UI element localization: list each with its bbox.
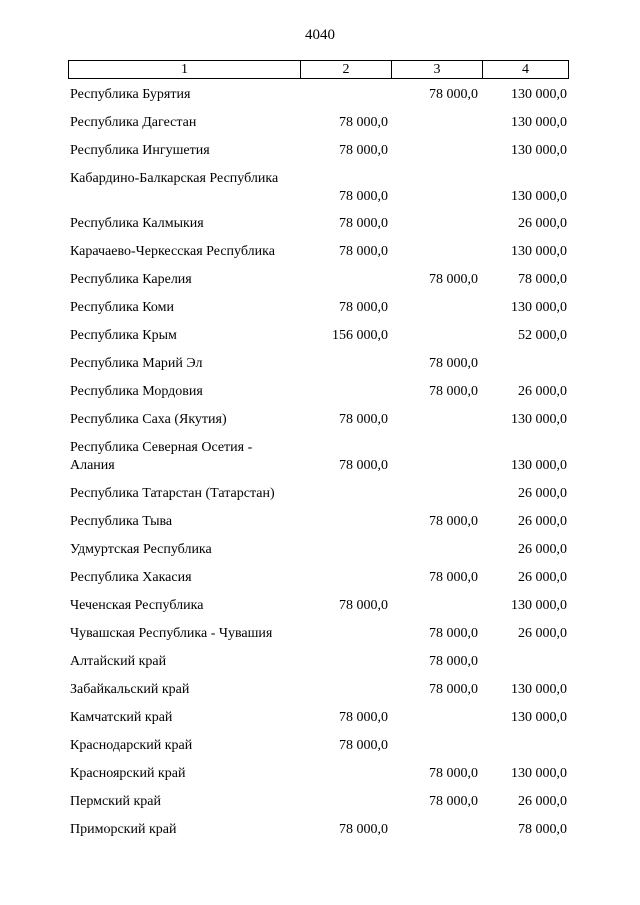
region-name: Республика Саха (Якутия) xyxy=(70,412,227,427)
region-name: Республика Крым xyxy=(70,328,177,343)
value-col-4: 130 000,0 xyxy=(511,598,567,613)
value-col-2: 78 000,0 xyxy=(339,300,388,315)
region-name: Красноярский край xyxy=(70,766,186,781)
region-name: Республика Коми xyxy=(70,300,174,315)
value-col-2: 78 000,0 xyxy=(339,598,388,613)
value-col-4: 130 000,0 xyxy=(511,766,567,781)
value-col-4: 26 000,0 xyxy=(518,486,567,501)
region-name: Пермский край xyxy=(70,794,161,809)
value-col-2: 78 000,0 xyxy=(339,189,388,204)
region-name: Республика Тыва xyxy=(70,514,173,529)
table-header xyxy=(68,60,569,79)
value-col-4: 26 000,0 xyxy=(518,626,567,641)
value-col-3: 78 000,0 xyxy=(429,766,478,781)
region-name: Республика Марий Эл xyxy=(70,356,203,371)
header-col-3: 3 xyxy=(391,61,482,78)
value-col-4: 130 000,0 xyxy=(511,710,567,725)
region-name: Республика Бурятия xyxy=(70,87,191,102)
value-col-4: 130 000,0 xyxy=(511,300,567,315)
region-name: Алтайский край xyxy=(70,654,167,669)
value-col-4: 130 000,0 xyxy=(511,189,567,204)
value-col-3: 78 000,0 xyxy=(429,626,478,641)
value-col-3: 78 000,0 xyxy=(429,356,478,371)
region-name: Республика Мордовия xyxy=(70,384,203,399)
value-col-4: 78 000,0 xyxy=(518,822,567,837)
header-col-4: 4 xyxy=(482,61,568,78)
value-col-3: 78 000,0 xyxy=(429,570,478,585)
value-col-4: 130 000,0 xyxy=(511,458,567,473)
value-col-3: 78 000,0 xyxy=(429,384,478,399)
region-name: Удмуртская Республика xyxy=(70,542,212,557)
value-col-4: 130 000,0 xyxy=(511,143,567,158)
value-col-3: 78 000,0 xyxy=(429,654,478,669)
value-col-4: 130 000,0 xyxy=(511,87,567,102)
region-name: Камчатский край xyxy=(70,710,173,725)
value-col-2: 156 000,0 xyxy=(332,328,388,343)
region-name: Республика Татарстан (Татарстан) xyxy=(70,486,275,501)
value-col-4: 52 000,0 xyxy=(518,328,567,343)
value-col-3: 78 000,0 xyxy=(429,87,478,102)
page-number: 4040 xyxy=(305,27,335,43)
region-name: Кабардино-Балкарская Республика xyxy=(70,171,279,186)
region-name: Чувашская Республика - Чувашия xyxy=(70,626,273,641)
value-col-4: 26 000,0 xyxy=(518,514,567,529)
value-col-2: 78 000,0 xyxy=(339,244,388,259)
value-col-4: 130 000,0 xyxy=(511,244,567,259)
header-col-1: 1 xyxy=(181,62,188,77)
value-col-2: 78 000,0 xyxy=(339,216,388,231)
value-col-2: 78 000,0 xyxy=(339,115,388,130)
value-col-2: 78 000,0 xyxy=(339,710,388,725)
value-col-4: 26 000,0 xyxy=(518,542,567,557)
value-col-2: 78 000,0 xyxy=(339,143,388,158)
value-col-4: 26 000,0 xyxy=(518,216,567,231)
region-name: Республика Дагестан xyxy=(70,115,197,130)
header-col-2: 2 xyxy=(300,61,391,78)
value-col-2: 78 000,0 xyxy=(339,458,388,473)
value-col-4: 26 000,0 xyxy=(518,570,567,585)
value-col-4: 130 000,0 xyxy=(511,412,567,427)
value-col-4: 26 000,0 xyxy=(518,384,567,399)
value-col-4: 26 000,0 xyxy=(518,794,567,809)
value-col-3: 78 000,0 xyxy=(429,514,478,529)
region-name: Карачаево-Черкесская Республика xyxy=(70,244,275,259)
value-col-2: 78 000,0 xyxy=(339,738,388,753)
value-col-3: 78 000,0 xyxy=(429,794,478,809)
region-name: Республика Хакасия xyxy=(70,570,192,585)
region-name: Республика Калмыкия xyxy=(70,216,204,231)
region-name: Приморский край xyxy=(70,822,177,837)
region-name: Республика Северная Осетия - Алания xyxy=(70,440,253,473)
value-col-4: 78 000,0 xyxy=(518,272,567,287)
value-col-4: 130 000,0 xyxy=(511,682,567,697)
value-col-3: 78 000,0 xyxy=(429,272,478,287)
region-name: Краснодарский край xyxy=(70,738,193,753)
region-name: Республика Карелия xyxy=(70,272,192,287)
value-col-2: 78 000,0 xyxy=(339,822,388,837)
region-name: Республика Ингушетия xyxy=(70,143,210,158)
value-col-2: 78 000,0 xyxy=(339,412,388,427)
value-col-3: 78 000,0 xyxy=(429,682,478,697)
value-col-4: 130 000,0 xyxy=(511,115,567,130)
region-name: Забайкальский край xyxy=(70,682,190,697)
region-name: Чеченская Республика xyxy=(70,598,204,613)
